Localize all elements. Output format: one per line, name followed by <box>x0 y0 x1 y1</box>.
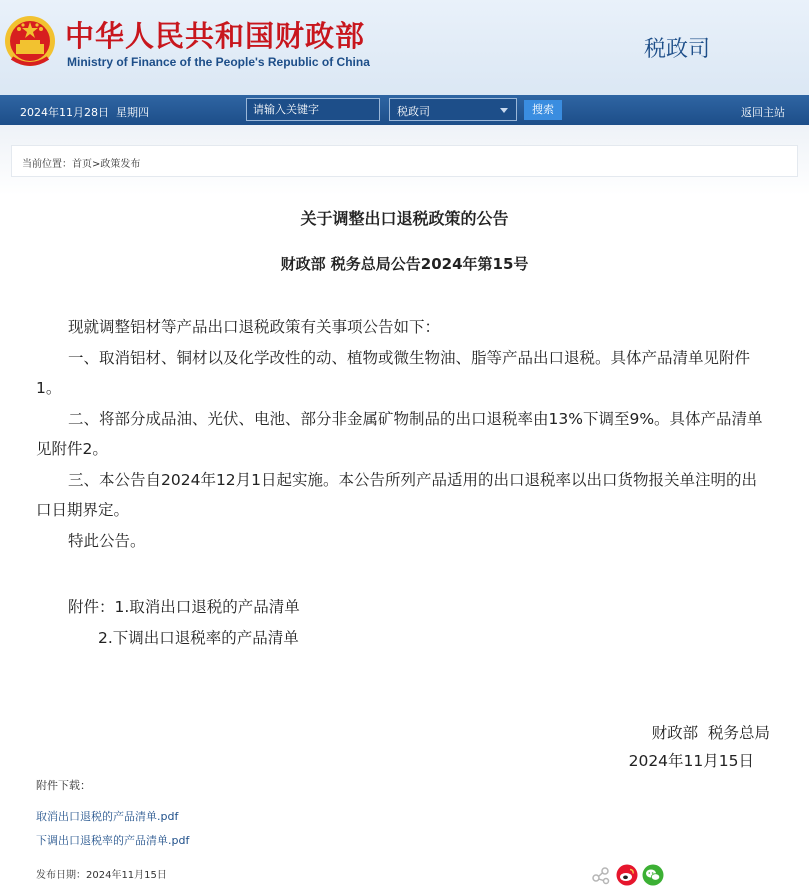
share-icon[interactable] <box>590 864 612 886</box>
document-number: 财政部 税务总局公告2024年第15号 <box>280 255 529 273</box>
paragraph: 现就调整铝材等产品出口退税政策有关事项公告如下： <box>68 318 441 336</box>
article-body <box>36 312 772 556</box>
return-home-link[interactable]: 返回主站 <box>741 106 785 119</box>
chevron-down-icon <box>500 108 508 113</box>
downloads-label: 附件下载： <box>36 779 91 792</box>
org-name-cn: 中华人民共和国财政部 <box>65 19 366 53</box>
department-title: 税政司 <box>644 37 711 62</box>
signature-date: 2024年11月15日 <box>628 752 754 770</box>
breadcrumb-bar <box>11 145 798 177</box>
weekday-text: 星期四 <box>116 106 149 119</box>
breadcrumb-label: 当前位置： <box>22 159 72 170</box>
attachment-line: 2.下调出口退税率的产品清单 <box>98 629 299 647</box>
org-name-en: Ministry of Finance of the People's Republic of China <box>67 55 370 69</box>
signature-block <box>560 719 770 775</box>
download-link[interactable]: 下调出口退税率的产品清单.pdf <box>36 834 190 847</box>
national-emblem-icon <box>4 14 56 70</box>
signature-org: 财政部 税务总局 <box>651 724 770 742</box>
breadcrumb-separator: > <box>92 159 101 170</box>
breadcrumb <box>22 155 140 170</box>
site-header <box>0 0 809 95</box>
paragraph: 三、本公告自2024年12月1日起实施。本公告所列产品适用的出口退税率以出口货物报关单注明的出口日期界定。 <box>36 470 758 519</box>
download-link[interactable]: 取消出口退税的产品清单.pdf <box>36 810 179 823</box>
scope-value: 税政司 <box>397 105 430 118</box>
search-scope-select[interactable] <box>389 98 517 121</box>
article-title: 关于调整出口退税政策的公告 <box>300 209 509 228</box>
search-button[interactable]: 搜索 <box>524 100 562 120</box>
search-input[interactable] <box>246 98 380 121</box>
wechat-icon[interactable] <box>642 864 664 886</box>
breadcrumb-home[interactable]: 首页 <box>72 159 92 170</box>
attachment-line: 附件：1.取消出口退税的产品清单 <box>68 598 300 616</box>
date-text: 2024年11月28日 <box>20 106 109 119</box>
current-date <box>20 104 149 120</box>
paragraph: 特此公告。 <box>68 531 146 550</box>
weibo-icon[interactable] <box>616 864 638 886</box>
nav-bar <box>0 95 809 125</box>
share-bar <box>590 864 664 886</box>
paragraph: 二、将部分成品油、光伏、电池、部分非金属矿物制品的出口退税率由13%下调至9%。具体产品清单见附件2。 <box>36 409 763 458</box>
breadcrumb-policy[interactable]: 政策发布 <box>100 159 141 170</box>
paragraph: 一、取消铝材、铜材以及化学改性的动、植物或微生物油、脂等产品出口退税。具体产品清单见附件1。 <box>36 348 751 397</box>
attachment-list <box>36 592 772 654</box>
publish-date: 发布日期：2024年11月15日 <box>36 870 167 881</box>
